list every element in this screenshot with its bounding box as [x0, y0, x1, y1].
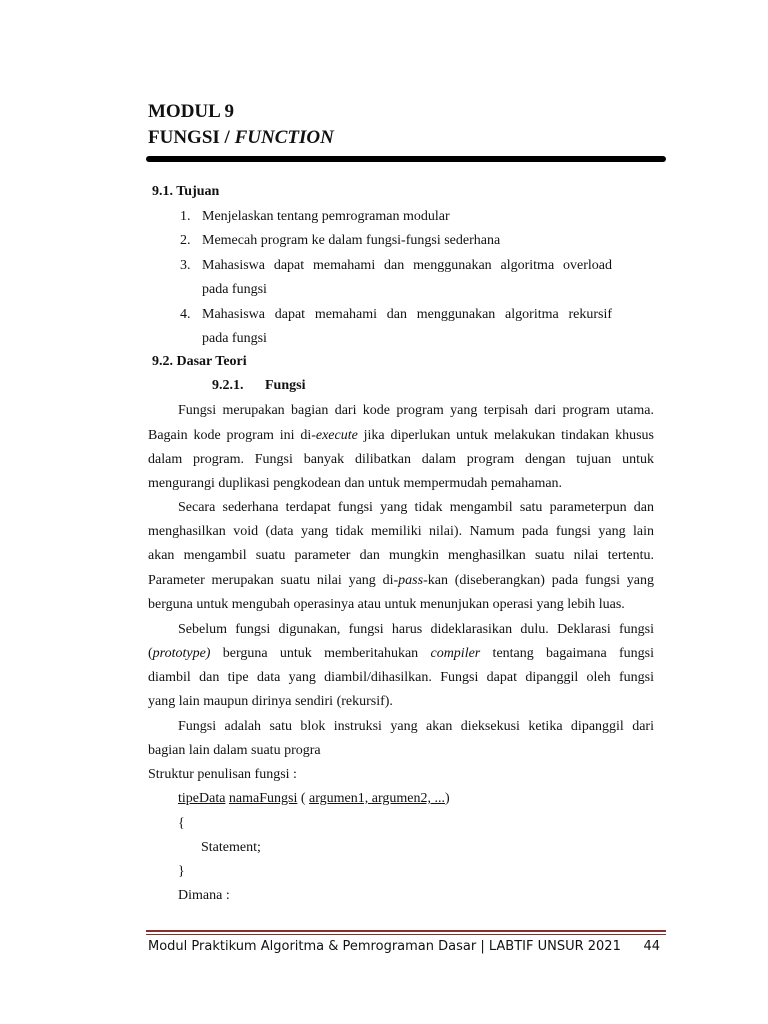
list-item-line: pada fungsi	[202, 331, 267, 346]
where-label: Dimana :	[178, 888, 230, 903]
paragraph-line: menghasilkan void (data yang tidak memiliki nilai). Namum pada fungsi yang lain	[148, 524, 654, 539]
list-number: 4.	[180, 307, 191, 322]
module-number: MODUL 9	[148, 101, 235, 122]
function-signature: tipeData namaFungsi ( argumen1, argumen2, ...)	[178, 791, 450, 806]
paragraph-line: berguna untuk mengubah operasinya atau untuk menunjukan operasi yang lebih luas.	[148, 597, 625, 612]
list-item: Memecah program ke dalam fungsi-fungsi sederhana	[202, 233, 501, 248]
code-function-name: namaFungsi	[228, 791, 298, 806]
section-heading-dasar-teori: 9.2. Dasar Teori	[152, 354, 247, 369]
footer-text: Modul Praktikum Algoritma & Pemrograman Dasar | LABTIF UNSUR 2021	[148, 939, 621, 954]
list-number: 1.	[180, 209, 191, 224]
paragraph-line: (prototype) berguna untuk memberitahukan compiler tentang bagaimana fungsi	[148, 646, 654, 661]
footer-rule	[146, 930, 666, 932]
module-title-italic: FUNCTION	[234, 127, 334, 148]
paragraph-line: Secara sederhana terdapat fungsi yang tidak mengambil satu parameterpun dan	[178, 500, 654, 515]
code-brace-open: {	[178, 816, 185, 831]
list-item-line: pada fungsi	[202, 282, 267, 297]
code-args: argumen1, argumen2, ...	[309, 791, 445, 806]
subsection-number: 9.2.1.	[212, 378, 244, 393]
title-rule	[146, 156, 666, 162]
paragraph-line: Parameter merupakan suatu nilai yang di-pass-kan (diseberangkan) pada fungsi yang	[148, 573, 654, 588]
list-item: Menjelaskan tentang pemrograman modular	[202, 209, 450, 224]
paragraph-line: Bagain kode program ini di-execute jika diperlukan untuk melakukan tindakan khusus	[148, 428, 654, 443]
code-type: tipeData	[178, 791, 226, 806]
footer-rule-thin	[146, 934, 666, 935]
list-number: 3.	[180, 258, 191, 273]
paragraph-line: yang lain maupun dirinya sendiri (rekursif).	[148, 694, 393, 709]
subsection-title: Fungsi	[265, 378, 306, 393]
section-heading-tujuan: 9.1. Tujuan	[152, 184, 220, 199]
paragraph-line: akan mengambil suatu parameter dan mungkin menghasilkan suatu nilai tertentu.	[148, 548, 654, 563]
page-number: 44	[643, 939, 660, 954]
structure-label: Struktur penulisan fungsi :	[148, 767, 297, 782]
module-title	[148, 127, 334, 149]
page-footer	[148, 938, 664, 956]
code-brace-close: }	[178, 864, 185, 879]
list-number: 2.	[180, 233, 191, 248]
code-statement: Statement;	[201, 840, 261, 855]
paragraph-line: Fungsi merupakan bagian dari kode program yang terpisah dari program utama.	[178, 403, 654, 418]
paragraph-line: bagian lain dalam suatu progra	[148, 743, 321, 758]
paragraph-line: diambil dan tipe data yang diambil/dihasilkan. Fungsi dapat dipanggil oleh fungsi	[148, 670, 654, 685]
module-title-prefix: FUNGSI /	[148, 127, 235, 148]
paragraph-line: Fungsi adalah satu blok instruksi yang akan dieksekusi ketika dipanggil dari	[178, 719, 654, 734]
paragraph-line: Sebelum fungsi digunakan, fungsi harus dideklarasikan dulu. Deklarasi fungsi	[178, 622, 654, 637]
paragraph-line: dalam program. Fungsi banyak dilibatkan dalam program dengan tujuan untuk	[148, 452, 654, 467]
list-item-line: Mahasiswa dapat memahami dan menggunakan algoritma overload	[202, 258, 612, 273]
list-item-line: Mahasiswa dapat memahami dan menggunakan algoritma rekursif	[202, 307, 612, 322]
paragraph-line: mengurangi duplikasi pengkodean dan untuk mempermudah pemahaman.	[148, 476, 563, 491]
